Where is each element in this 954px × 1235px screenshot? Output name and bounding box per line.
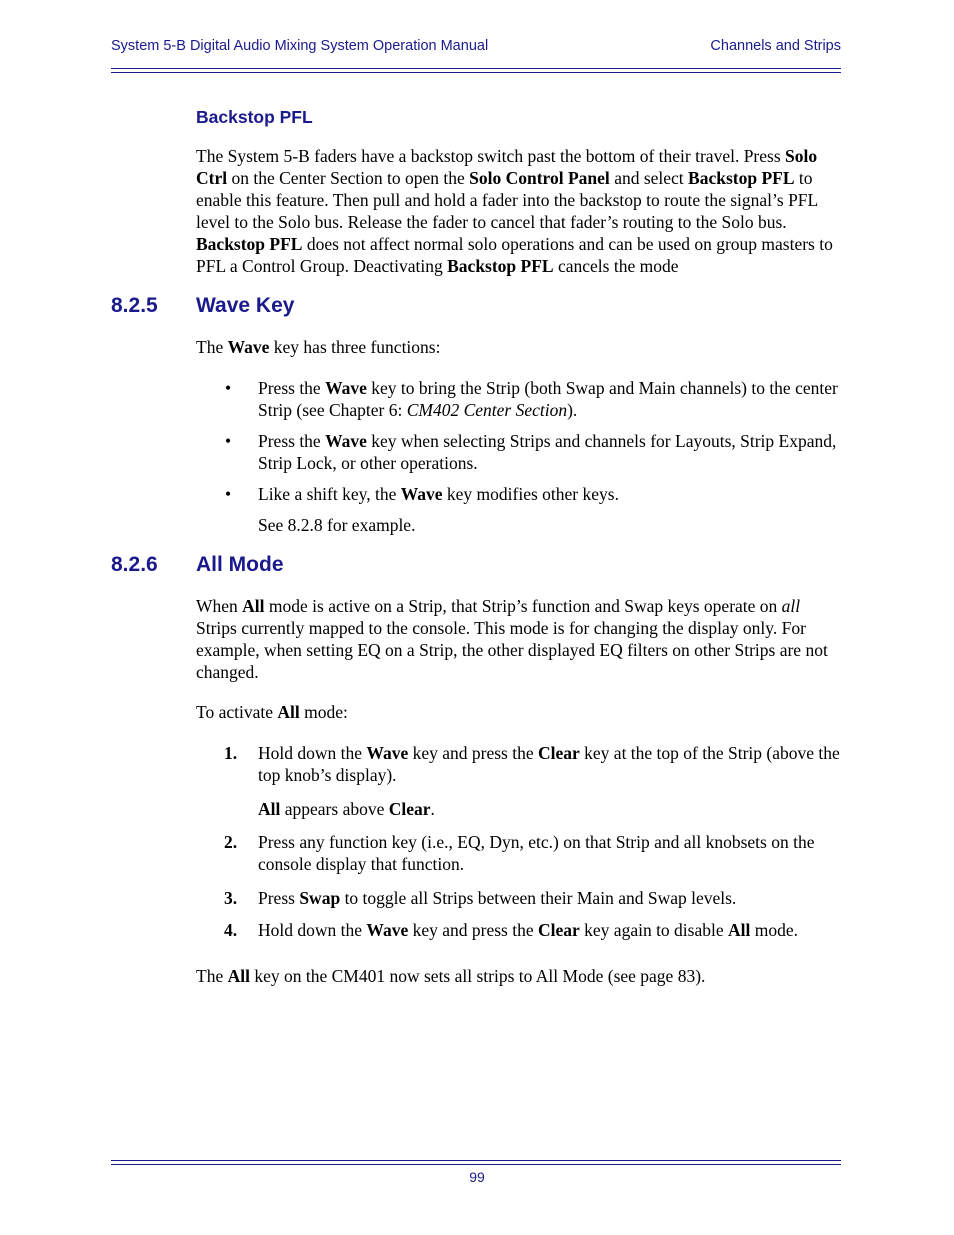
section-number-wave-key: 8.2.5: [111, 294, 158, 317]
wave-bullet-item: Like a shift key, the Wave key modifies other keys.: [258, 484, 619, 504]
wave-see-also: See 8.2.8 for example.: [258, 515, 416, 535]
section-number-all-mode: 8.2.6: [111, 553, 158, 576]
header-rule-bottom: [111, 72, 841, 73]
wave-bullet-item: Press the Wave key to bring the Strip (both Swap and Main channels) to the center Strip (see Chapter 6: CM402 Center Section).: [258, 378, 838, 420]
allmode-description: When All mode is active on a Strip, that Strip’s function and Swap keys operate on all Strips currently mapped to the console. This mode is for changing the display only. For example, when setting EQ on a Strip, the other displayed EQ filters on other Strips are not changed.: [196, 596, 828, 682]
step-item: Hold down the Wave key and press the Clear key again to disable All mode.: [258, 920, 799, 940]
step-number: 4.: [224, 920, 238, 940]
wave-intro: The Wave key has three functions:: [196, 337, 441, 357]
bullet-marker: •: [225, 378, 232, 398]
bullet-marker: •: [225, 484, 232, 504]
header-rule-top: [111, 68, 841, 69]
step-item: Press Swap to toggle all Strips between their Main and Swap levels.: [258, 888, 737, 908]
page-number: 99: [469, 1169, 485, 1185]
running-header-title: System 5-B Digital Audio Mixing System Operation Manual: [111, 38, 489, 54]
footer-rule-bottom: [111, 1164, 841, 1165]
backstop-paragraph: The System 5-B faders have a backstop switch past the bottom of their travel. Press Solo Ctrl on the Center Section to open the Solo Control Panel and select Backstop PFL to enable this feature. Then pull and hold a fader into the backstop to route the signal’s PFL level to the Solo bus. Release the fader to cancel that fader’s routing to the Solo bus. Backstop PFL does not affect normal solo operations and can be used on group masters to PFL a Control Group. Deactivating Backstop PFL cancels the mode: [196, 146, 833, 276]
subheading-backstop-pfl: Backstop PFL: [196, 107, 313, 127]
bullet-marker: •: [225, 431, 232, 451]
running-header-chapter: Channels and Strips: [710, 38, 841, 54]
footer-rule-top: [111, 1160, 841, 1161]
step-item: Hold down the Wave key and press the Clear key at the top of the Strip (above the top knob’s display).: [258, 743, 840, 785]
section-title-all-mode: All Mode: [196, 553, 284, 576]
step-item: Press any function key (i.e., EQ, Dyn, etc.) on that Strip and all knobsets on the console display that function.: [258, 832, 815, 874]
step-number: 1.: [224, 743, 238, 763]
wave-bullet-item: Press the Wave key when selecting Strips and channels for Layouts, Strip Expand, Strip Lock, or other operations.: [258, 431, 837, 473]
step-number: 2.: [224, 832, 238, 852]
step-number: 3.: [224, 888, 238, 908]
allmode-closing: The All key on the CM401 now sets all strips to All Mode (see page 83).: [196, 966, 706, 986]
section-title-wave-key: Wave Key: [196, 294, 295, 317]
step-1-note: All appears above Clear.: [258, 799, 435, 819]
allmode-activate-intro: To activate All mode:: [196, 702, 348, 722]
